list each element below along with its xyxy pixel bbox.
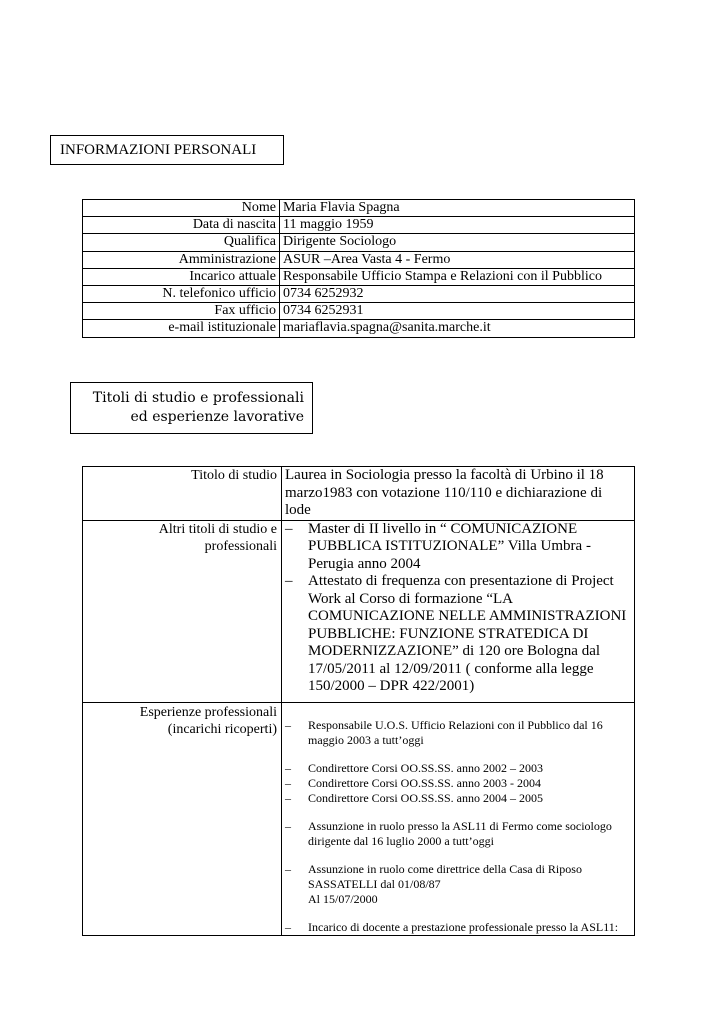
table-row (83, 286, 635, 303)
row-value (282, 520, 635, 702)
section-title-line: Titoli di studio e professionali (92, 390, 304, 406)
item-text: Al 15/07/2000 (308, 891, 378, 906)
row-label: N. telefonico ufficio (83, 286, 280, 303)
row-label: Esperienze professionali (incarichi ricoperti) (83, 702, 282, 935)
table-row (83, 320, 635, 337)
table-row (83, 234, 635, 251)
table-row (83, 303, 635, 320)
row-value: Maria Flavia Spagna (280, 200, 635, 217)
email-value: mariaflavia.spagna@sanita.marche.it (280, 320, 635, 337)
section-header-titoli (70, 382, 313, 434)
table-row (83, 467, 635, 521)
list-item: – Responsabile U.O.S. Ufficio Relazioni con il Pubblico dal 16 maggio 2003 a tutt’oggi (285, 718, 630, 748)
row-label: Amministrazione (83, 251, 280, 268)
row-value: 0734 6252931 (280, 303, 635, 320)
section-title-line: ed esperienze lavorative (130, 409, 304, 425)
row-label: Altri titoli di studio e professionali (83, 520, 282, 702)
table-row (83, 520, 635, 702)
section-header-informazioni-personali (50, 135, 284, 165)
list-item: – Assunzione in ruolo presso la ASL11 di Fermo come sociologo dirigente dal 16 luglio 2000 a tutt’oggi (285, 819, 630, 849)
table-row (83, 702, 635, 935)
list-item: – Incarico di docente a prestazione professionale presso la ASL11: (285, 920, 630, 935)
row-label: Nome (83, 200, 280, 217)
titles-list (285, 521, 630, 696)
table-row (83, 268, 635, 285)
education-experience-table (82, 466, 635, 936)
list-item: – Condirettore Corsi OO.SS.SS. anno 2004 – 2005 (285, 791, 630, 806)
table-row (83, 251, 635, 268)
row-value: Laurea in Sociologia presso la facoltà di Urbino il 18 marzo1983 con votazione 110/110 e dichiarazione di lode (282, 467, 635, 521)
table-row (83, 217, 635, 234)
row-label: Fax ufficio (83, 303, 280, 320)
list-item (285, 862, 630, 907)
list-item: – Condirettore Corsi OO.SS.SS. anno 2002 – 2003 (285, 761, 630, 776)
row-label: Titolo di studio (83, 467, 282, 521)
row-value: Responsabile Ufficio Stampa e Relazioni con il Pubblico (280, 268, 635, 285)
list-item: – Attestato di frequenza con presentazione di Project Work al Corso di formazione “LA COMUNICAZIONE NELLE AMMINISTRAZIONI PUBBLICHE: FUNZIONE STRATEDICA DI MODERNIZZAZIONE” di 120 ore Bologna dal 17/05/2011 al 12/09/2011 ( conforme alla legge 150/2000 – DPR 422/2001) (285, 573, 630, 696)
row-label: Qualifica (83, 234, 280, 251)
table-row (83, 200, 635, 217)
row-value: Dirigente Sociologo (280, 234, 635, 251)
row-label: e-mail istituzionale (83, 320, 280, 337)
row-label: Data di nascita (83, 217, 280, 234)
item-text: Assunzione in ruolo come direttrice della Casa di Riposo SASSATELLI dal 01/08/87 (308, 861, 582, 891)
list-item: – Master di II livello in “ COMUNICAZIONE PUBBLICA ISTITUZIONALE” Villa Umbra - Perugia anno 2004 (285, 521, 630, 574)
experience-list (285, 718, 630, 935)
row-label: Incarico attuale (83, 268, 280, 285)
personal-info-table (82, 199, 635, 338)
row-value: 0734 6252932 (280, 286, 635, 303)
list-item: – Condirettore Corsi OO.SS.SS. anno 2003 - 2004 (285, 776, 630, 791)
section-title: INFORMAZIONI PERSONALI (60, 142, 257, 158)
row-value: 11 maggio 1959 (280, 217, 635, 234)
row-value: ASUR –Area Vasta 4 - Fermo (280, 251, 635, 268)
row-value (282, 702, 635, 935)
